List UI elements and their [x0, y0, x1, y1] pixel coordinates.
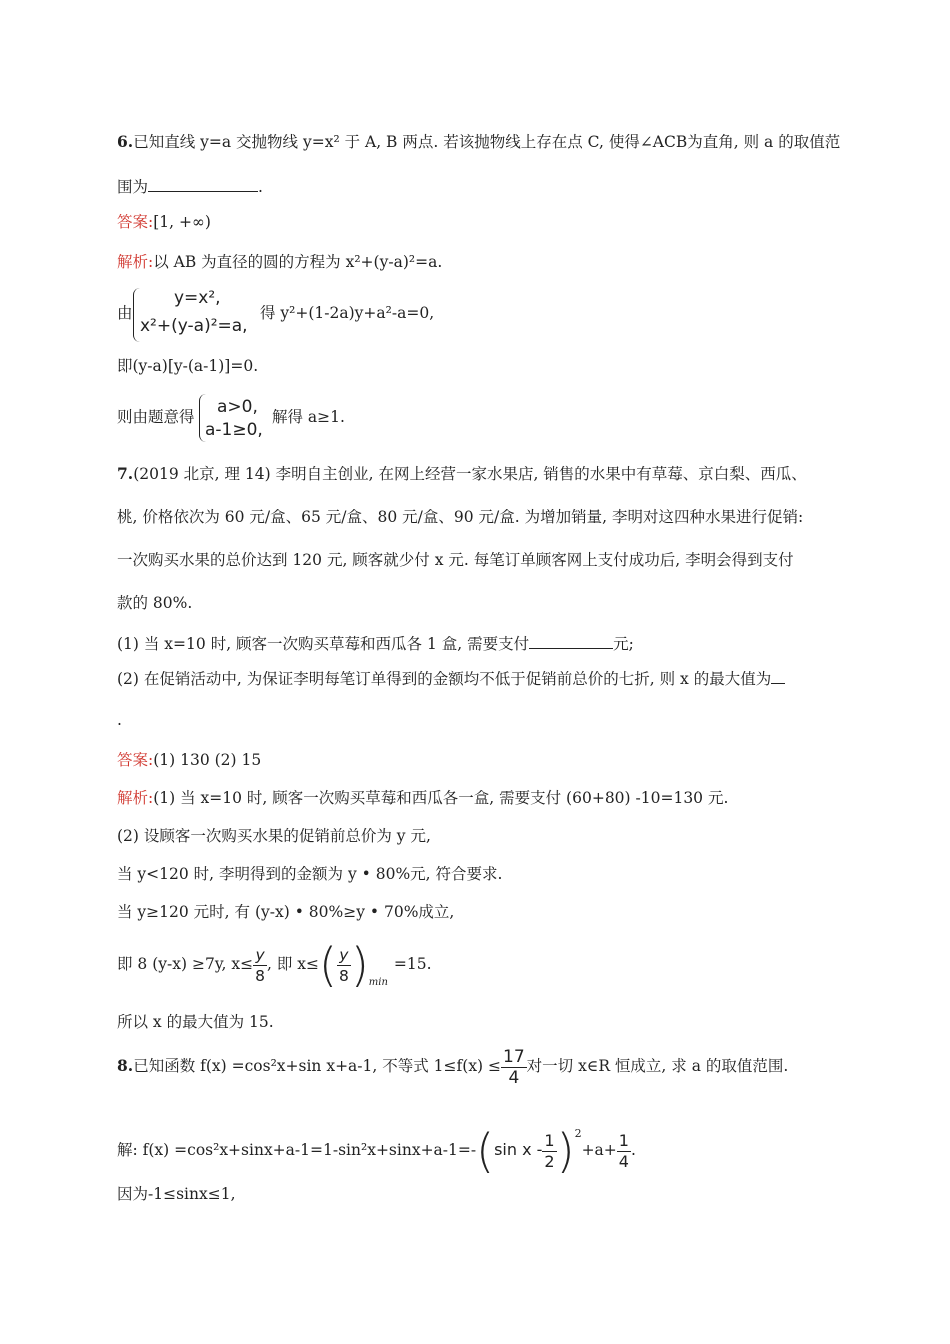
fraction-denominator: 8: [338, 966, 349, 985]
q7-analysis-text: (1) 当 x=10 时, 顾客一次购买草莓和西瓜各一盒, 需要支付 (60+80) -10=130 元.: [153, 789, 729, 807]
q7-stem: (2019 北京, 理 14) 李明自主创业, 在网上经营一家水果店, 销售的水果中有草莓、京白梨、西瓜、: [133, 465, 807, 483]
q6-system1-row1: y=x²,: [174, 288, 221, 308]
analysis-label: 解析:: [117, 789, 154, 807]
q8-solution-end: .: [630, 1141, 636, 1159]
q7-part1-text: (1) 当 x=10 时, 顾客一次购买草莓和西瓜各 1 盒, 需要支付: [117, 635, 530, 653]
fraction-denominator: 4: [618, 1151, 629, 1171]
q8-sin-term: sin x -: [494, 1140, 543, 1159]
q8-fraction-17-over-4: [501, 1047, 527, 1088]
q6-you: 由: [117, 304, 133, 322]
q7-part2-blank: [771, 668, 785, 684]
q7-inequality-text2: , 即 x≤: [266, 955, 319, 973]
q7-part2-end: .: [117, 711, 122, 729]
q8-stem: 已知函数 f(x) =cos²x+sin x+a-1, 不等式 1≤f(x) ≤: [133, 1057, 502, 1075]
q7-fraction-y-over-8: [253, 945, 267, 986]
fraction-numerator: y: [337, 945, 351, 966]
q6-answer-value: [1, +∞): [153, 213, 211, 231]
q6-analysis1: [117, 252, 442, 272]
q8-solution-text: 解: f(x) =cos²x+sinx+a-1=1-sin²x+sinx+a-1=-: [117, 1141, 477, 1159]
q7-analysis2: (2) 设顾客一次购买水果的促销前总价为 y 元,: [117, 827, 431, 845]
q7-analysis6: 所以 x 的最大值为 15.: [117, 1013, 274, 1031]
q8-stem-cont: 对一切 x∈R 恒成立, 求 a 的取值范围.: [526, 1057, 789, 1075]
q7-answer: [117, 750, 261, 770]
q8-line1: [117, 1044, 788, 1088]
q6-analysis-text: 以 AB 为直径的圆的方程为 x²+(y-a)²=a.: [153, 253, 443, 271]
q7-line3: 一次购买水果的总价达到 120 元, 顾客就少付 x 元. 每笔订单顾客网上支付成功后, 李明会得到支付: [117, 551, 794, 569]
q6-system2-row1: a>0,: [217, 397, 258, 417]
q6-stem: 已知直线 y=a 交抛物线 y=x² 于 A, B 两点. 若该抛物线上存在点 C, 使得∠ACB为直角, 则 a 的取值范: [133, 133, 841, 151]
fraction-denominator: 8: [255, 966, 265, 985]
q7-line2: 桃, 价格依次为 60 元/盒、65 元/盒、80 元/盒、90 元/盒. 为增加销量, 李明对这四种水果进行促销:: [117, 508, 804, 526]
fraction-numerator: 1: [544, 1130, 555, 1150]
q7-part1-blank: [529, 633, 613, 649]
q8-solution: [117, 1112, 636, 1178]
q6-condition-label: 则由题意得: [117, 408, 195, 426]
fraction-denominator: 2: [544, 1151, 555, 1171]
answer-label: 答案:: [117, 213, 154, 231]
q6-line1: [117, 132, 840, 152]
q6-after-system1: 得 y²+(1-2a)y+a²-a=0,: [260, 304, 435, 322]
q8-number: 8.: [117, 1056, 134, 1075]
q7-line1: [117, 464, 807, 484]
analysis-label: 解析:: [117, 253, 154, 271]
fraction-denominator: 4: [508, 1067, 520, 1088]
q8-fraction-half: [542, 1131, 556, 1172]
q6-factored: 即(y-a)[y-(a-1)]=0.: [117, 357, 259, 375]
q7-analysis3: 当 y<120 时, 李明得到的金额为 y • 80%元, 符合要求.: [117, 865, 503, 883]
q6-number: 6.: [117, 132, 134, 151]
q7-inequality-text: 即 8 (y-x) ≥7y, x≤: [117, 955, 254, 973]
left-paren: (: [319, 938, 337, 992]
q7-fraction-y-over-8-min: [337, 945, 351, 986]
q8-last-line: 因为-1≤sinx≤1,: [117, 1185, 236, 1203]
answer-label: 答案:: [117, 751, 154, 769]
q6-line2: [117, 176, 263, 197]
fraction-numerator: y: [253, 945, 267, 966]
q7-analysis5: [117, 938, 432, 1005]
q7-part2: [117, 668, 785, 689]
fraction-numerator: 17: [503, 1046, 525, 1067]
q6-answer-blank: [148, 176, 258, 192]
q7-part1-end: 元;: [613, 635, 634, 653]
q6-stem-cont: 围为: [117, 178, 149, 196]
q7-analysis1: [117, 788, 728, 808]
left-paren: (: [476, 1124, 495, 1178]
q6-answer: [117, 212, 211, 232]
right-paren: ): [556, 1124, 575, 1178]
q6-stem-end: .: [258, 178, 263, 196]
q7-inequality-result: =15.: [393, 955, 432, 973]
right-paren: ): [350, 938, 369, 992]
q7-line4: 款的 80%.: [117, 594, 193, 612]
min-subscript: min: [368, 977, 388, 988]
q7-analysis4: 当 y≥120 元时, 有 (y-x) • 80%≥y • 70%成立,: [117, 903, 455, 921]
q6-system2-row2: a-1≥0,: [205, 420, 263, 440]
q6-system1-row2: x²+(y-a)²=a,: [140, 316, 248, 336]
q6-conclusion: 解得 a≥1.: [272, 408, 345, 426]
q8-fraction-quarter: [617, 1131, 631, 1172]
q8-solution-plus-a: +a+: [581, 1141, 617, 1159]
q7-part1: [117, 633, 634, 654]
q7-answer-value: (1) 130 (2) 15: [153, 751, 262, 769]
square-exponent: 2: [574, 1127, 582, 1140]
q6-system1-brace: [133, 288, 140, 342]
q7-number: 7.: [117, 464, 134, 483]
q7-part2-text: (2) 在促销活动中, 为保证李明每笔订单得到的金额均不低于促销前总价的七折, 则 x 的最大值为: [117, 670, 772, 688]
fraction-numerator: 1: [618, 1130, 629, 1150]
